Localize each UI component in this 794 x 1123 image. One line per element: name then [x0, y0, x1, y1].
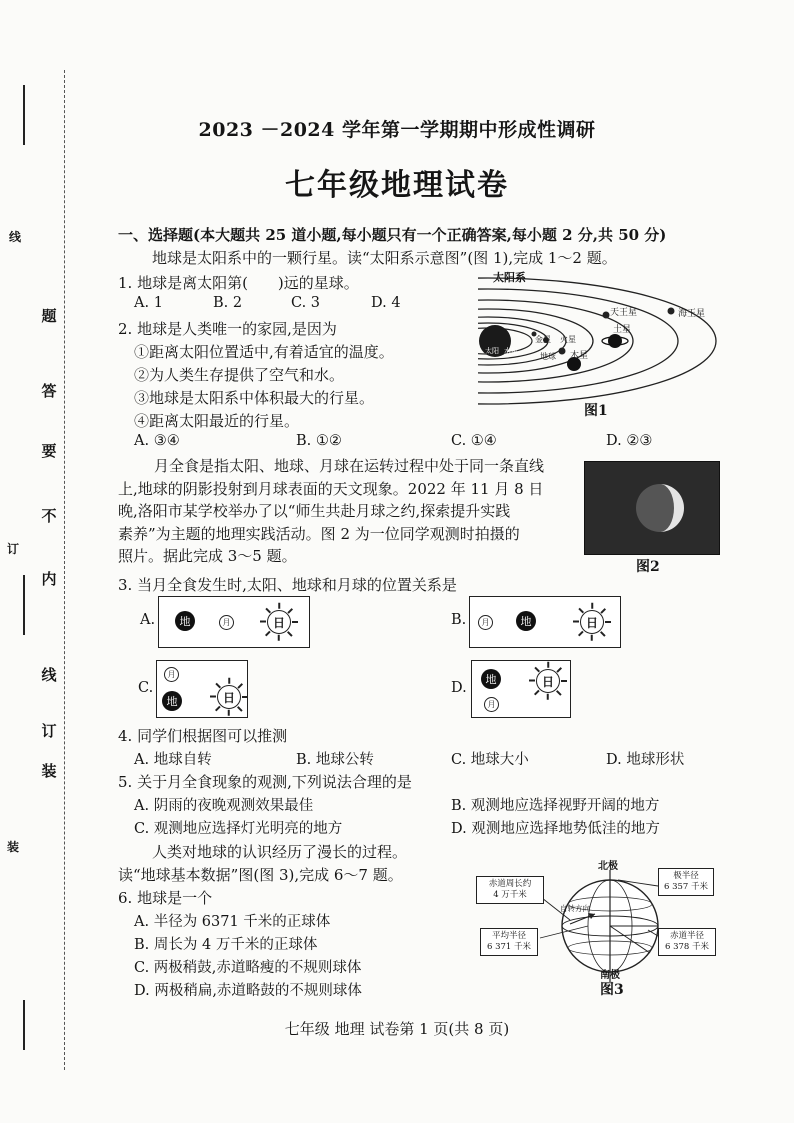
sun-ray: [529, 680, 535, 682]
question-6-option-c: C. 两极稍鼓,赤道略瘦的不规则球体: [134, 960, 362, 976]
sun-ray: [605, 621, 611, 623]
question-2-stem: 2. 地球是人类唯一的家园,是因为: [118, 320, 337, 338]
moon-icon: 月: [219, 615, 234, 630]
question-5-option-a: A. 阴雨的夜晚观测效果最佳: [134, 798, 314, 814]
fig3-mean-radius-value: 6 371 千米: [486, 942, 532, 952]
fig1-label-neptune: 海王星: [678, 309, 706, 319]
question-4-option-d: D. 地球形状: [606, 752, 685, 768]
section-heading: 一、选择题(本大题共 25 道小题,每小题只有一个正确答案,每小题 2 分,共 50 分): [118, 226, 667, 244]
sun-icon: 日: [217, 685, 241, 709]
question-4-option-c: C. 地球大小: [451, 752, 529, 768]
earth-icon: 地: [175, 611, 195, 631]
margin-char: 答: [41, 382, 57, 400]
moon-icon: 月: [484, 697, 499, 712]
sun-ray: [242, 696, 248, 698]
passage-3-line: 读“地球基本数据”图(图 3),完成 6～7 题。: [118, 866, 403, 884]
sun-ray: [557, 667, 562, 672]
margin-char: 装: [41, 762, 57, 780]
sun-ray: [238, 683, 243, 688]
earth-icon: 地: [162, 691, 182, 711]
fig3-mean-radius-label: 平均半径: [491, 931, 526, 941]
question-3-option-d: [471, 660, 571, 718]
question-5-stem: 5. 关于月全食现象的观测,下列说法合理的是: [118, 773, 412, 791]
sun-icon: 日: [580, 610, 604, 634]
margin-char: 不: [41, 507, 57, 525]
sun-ray: [260, 621, 266, 623]
question-1-option-a: A. 1: [134, 295, 163, 311]
sun-icon: 日: [536, 669, 560, 693]
sun-ray: [228, 678, 230, 684]
question-4-option-b: B. 地球公转: [296, 752, 374, 768]
sun-ray: [215, 706, 220, 711]
question-1-option-c: C. 3: [291, 295, 321, 311]
question-4-stem: 4. 同学们根据图可以推测: [118, 727, 288, 745]
question-3-stem: 3. 当月全食发生时,太阳、地球和月球的位置关系是: [118, 576, 457, 594]
question-2-item: ①距离太阳位置适中,有着适宜的温度。: [134, 343, 394, 361]
question-3-option-a: [158, 596, 310, 648]
fig3-equator-circumference-value: 4 万千米: [493, 890, 527, 900]
passage-2-line: 素养”为主题的地理实践活动。图 2 为一位同学观测时拍摄的: [118, 524, 520, 543]
question-2-item: ③地球是太阳系中体积最大的行星。: [134, 389, 375, 407]
sun-ray: [292, 621, 298, 623]
question-2-option-b: B. ①②: [296, 433, 342, 449]
fig3-equator-circumference: [476, 876, 544, 904]
margin-char: 要: [41, 442, 57, 460]
sun-ray: [601, 631, 606, 636]
section-intro: 地球是太阳系中的一颗行星。读“太阳系示意图”(图 1),完成 1～2 题。: [152, 249, 617, 267]
sun-ray: [561, 680, 567, 682]
fig1-label-mars: 火星: [560, 335, 576, 344]
sun-ray: [573, 621, 579, 623]
passage-2-line: 上,地球的阴影投射到月球表面的天文现象。2022 年 11 月 8 日: [118, 479, 544, 498]
margin-char: 线: [8, 230, 21, 244]
page-footer: 七年级 地理 试卷第 1 页(共 8 页): [284, 1020, 510, 1038]
moon-icon: 月: [164, 667, 179, 682]
fig2-caption: 图2: [636, 559, 660, 575]
fig1-label-earth: 地球: [540, 352, 556, 361]
fig1-label-uranus: 天王星: [610, 308, 638, 318]
question-4-option-a: A. 地球自转: [134, 752, 212, 768]
fig3-caption: 图3: [600, 982, 624, 998]
sun-ray: [534, 667, 539, 672]
passage-3-line: 人类对地球的认识经历了漫长的过程。: [152, 843, 408, 861]
fig3-rotation-direction: 自转方向: [560, 904, 590, 913]
exam-title: 七年级地理试卷: [285, 168, 509, 203]
margin-char: 内: [41, 570, 57, 588]
question-2-item: ④距离太阳最近的行星。: [134, 412, 300, 430]
fig1-title: 太阳系: [493, 271, 526, 284]
question-5-option-b: B. 观测地应选择视野开阔的地方: [451, 798, 660, 814]
question-1-stem: 1. 地球是离太阳第( )远的星球。: [118, 274, 359, 292]
sun-ray: [278, 635, 280, 641]
sun-ray: [578, 631, 583, 636]
question-2-item: ②为人类生存提供了空气和水。: [134, 366, 345, 384]
margin-rule: [23, 575, 25, 635]
question-1-option-b: B. 2: [213, 295, 243, 311]
question-6-stem: 6. 地球是一个: [118, 889, 213, 907]
fig1-label-jupiter: 木星: [570, 351, 589, 361]
sun-ray: [601, 608, 606, 613]
sun-ray: [265, 631, 270, 636]
question-3-option-c: [156, 660, 248, 718]
fig1-label-saturn: 土星: [613, 325, 632, 335]
earth-icon: 地: [481, 669, 501, 689]
fig3-north-pole: 北极: [598, 861, 618, 872]
sun-ray: [238, 706, 243, 711]
passage-2-line: 晚,洛阳市某学校举办了以“师生共赴月球之约,探索提升实践: [118, 502, 511, 520]
sun-ray: [547, 662, 549, 668]
lunar-eclipse-photo: [584, 461, 720, 555]
sun-ray: [547, 694, 549, 700]
fig3-equatorial-radius: [658, 928, 716, 956]
question-6-option-a: A. 半径为 6371 千米的正球体: [134, 914, 331, 930]
sun-ray: [210, 696, 216, 698]
solar-system-figure: [478, 268, 722, 418]
fig1-label-mercury: 水星: [504, 347, 518, 355]
sun-ray: [288, 631, 293, 636]
fig1-label-sun: 太阳: [485, 347, 499, 355]
moon-crescent-icon: [585, 462, 719, 554]
sun-ray: [557, 690, 562, 695]
fig3-equator-circumference-label: 赤道周长约: [488, 879, 532, 889]
sun-ray: [578, 608, 583, 613]
question-3-option-d-letter: D.: [451, 680, 467, 696]
question-3-option-c-letter: C.: [138, 680, 154, 696]
passage-2: [118, 455, 580, 568]
sun-ray: [215, 683, 220, 688]
fig3-equatorial-radius-value: 6 378 千米: [664, 942, 710, 952]
fig1-caption: 图1: [584, 403, 608, 419]
fig3-polar-radius: [658, 868, 714, 896]
earth-icon: 地: [516, 611, 536, 631]
margin-char: 订: [41, 722, 57, 740]
fig3-polar-radius-label: 极半径: [673, 871, 699, 881]
question-2-option-a: A. ③④: [134, 433, 180, 449]
margin-char: 装: [6, 840, 19, 854]
sun-ray: [534, 690, 539, 695]
moon-icon: 月: [478, 615, 493, 630]
margin-char: 线: [41, 666, 57, 684]
fig3-equatorial-radius-label: 赤道半径: [669, 931, 704, 941]
question-3-option-b-letter: B.: [451, 612, 467, 628]
question-3-option-b: [469, 596, 621, 648]
exam-subtitle: 2023 －2024 学年第一学期期中形成性调研: [198, 119, 596, 141]
question-2-option-c: C. ①④: [451, 433, 497, 449]
question-3-option-a-letter: A.: [140, 612, 156, 628]
sun-ray: [591, 635, 593, 641]
question-5-option-c: C. 观测地应选择灯光明亮的地方: [134, 821, 343, 837]
question-1-option-d: D. 4: [371, 295, 401, 311]
sun-ray: [591, 603, 593, 609]
binding-dashed-line: [64, 70, 65, 1070]
sun-icon: 日: [267, 610, 291, 634]
fig3-mean-radius: [480, 928, 538, 956]
passage-2-line: 照片。据此完成 3～5 题。: [118, 547, 297, 565]
fig3-south-pole: 南极: [600, 970, 620, 981]
passage-2-line: 月全食是指太阳、地球、月球在运转过程中处于同一条直线: [154, 457, 545, 475]
sun-ray: [265, 608, 270, 613]
question-6-option-b: B. 周长为 4 万千米的正球体: [134, 937, 318, 953]
sun-ray: [278, 603, 280, 609]
fig3-polar-radius-value: 6 357 千米: [663, 882, 709, 892]
sun-ray: [228, 710, 230, 716]
question-6-option-d: D. 两极稍扁,赤道略鼓的不规则球体: [134, 983, 362, 999]
margin-char: 订: [6, 542, 19, 556]
sun-ray: [288, 608, 293, 613]
question-5-option-d: D. 观测地应选择地势低洼的地方: [451, 821, 660, 837]
question-2-option-d: D. ②③: [606, 433, 653, 449]
fig1-label-venus: 金星: [535, 335, 551, 344]
margin-char: 题: [41, 307, 57, 325]
